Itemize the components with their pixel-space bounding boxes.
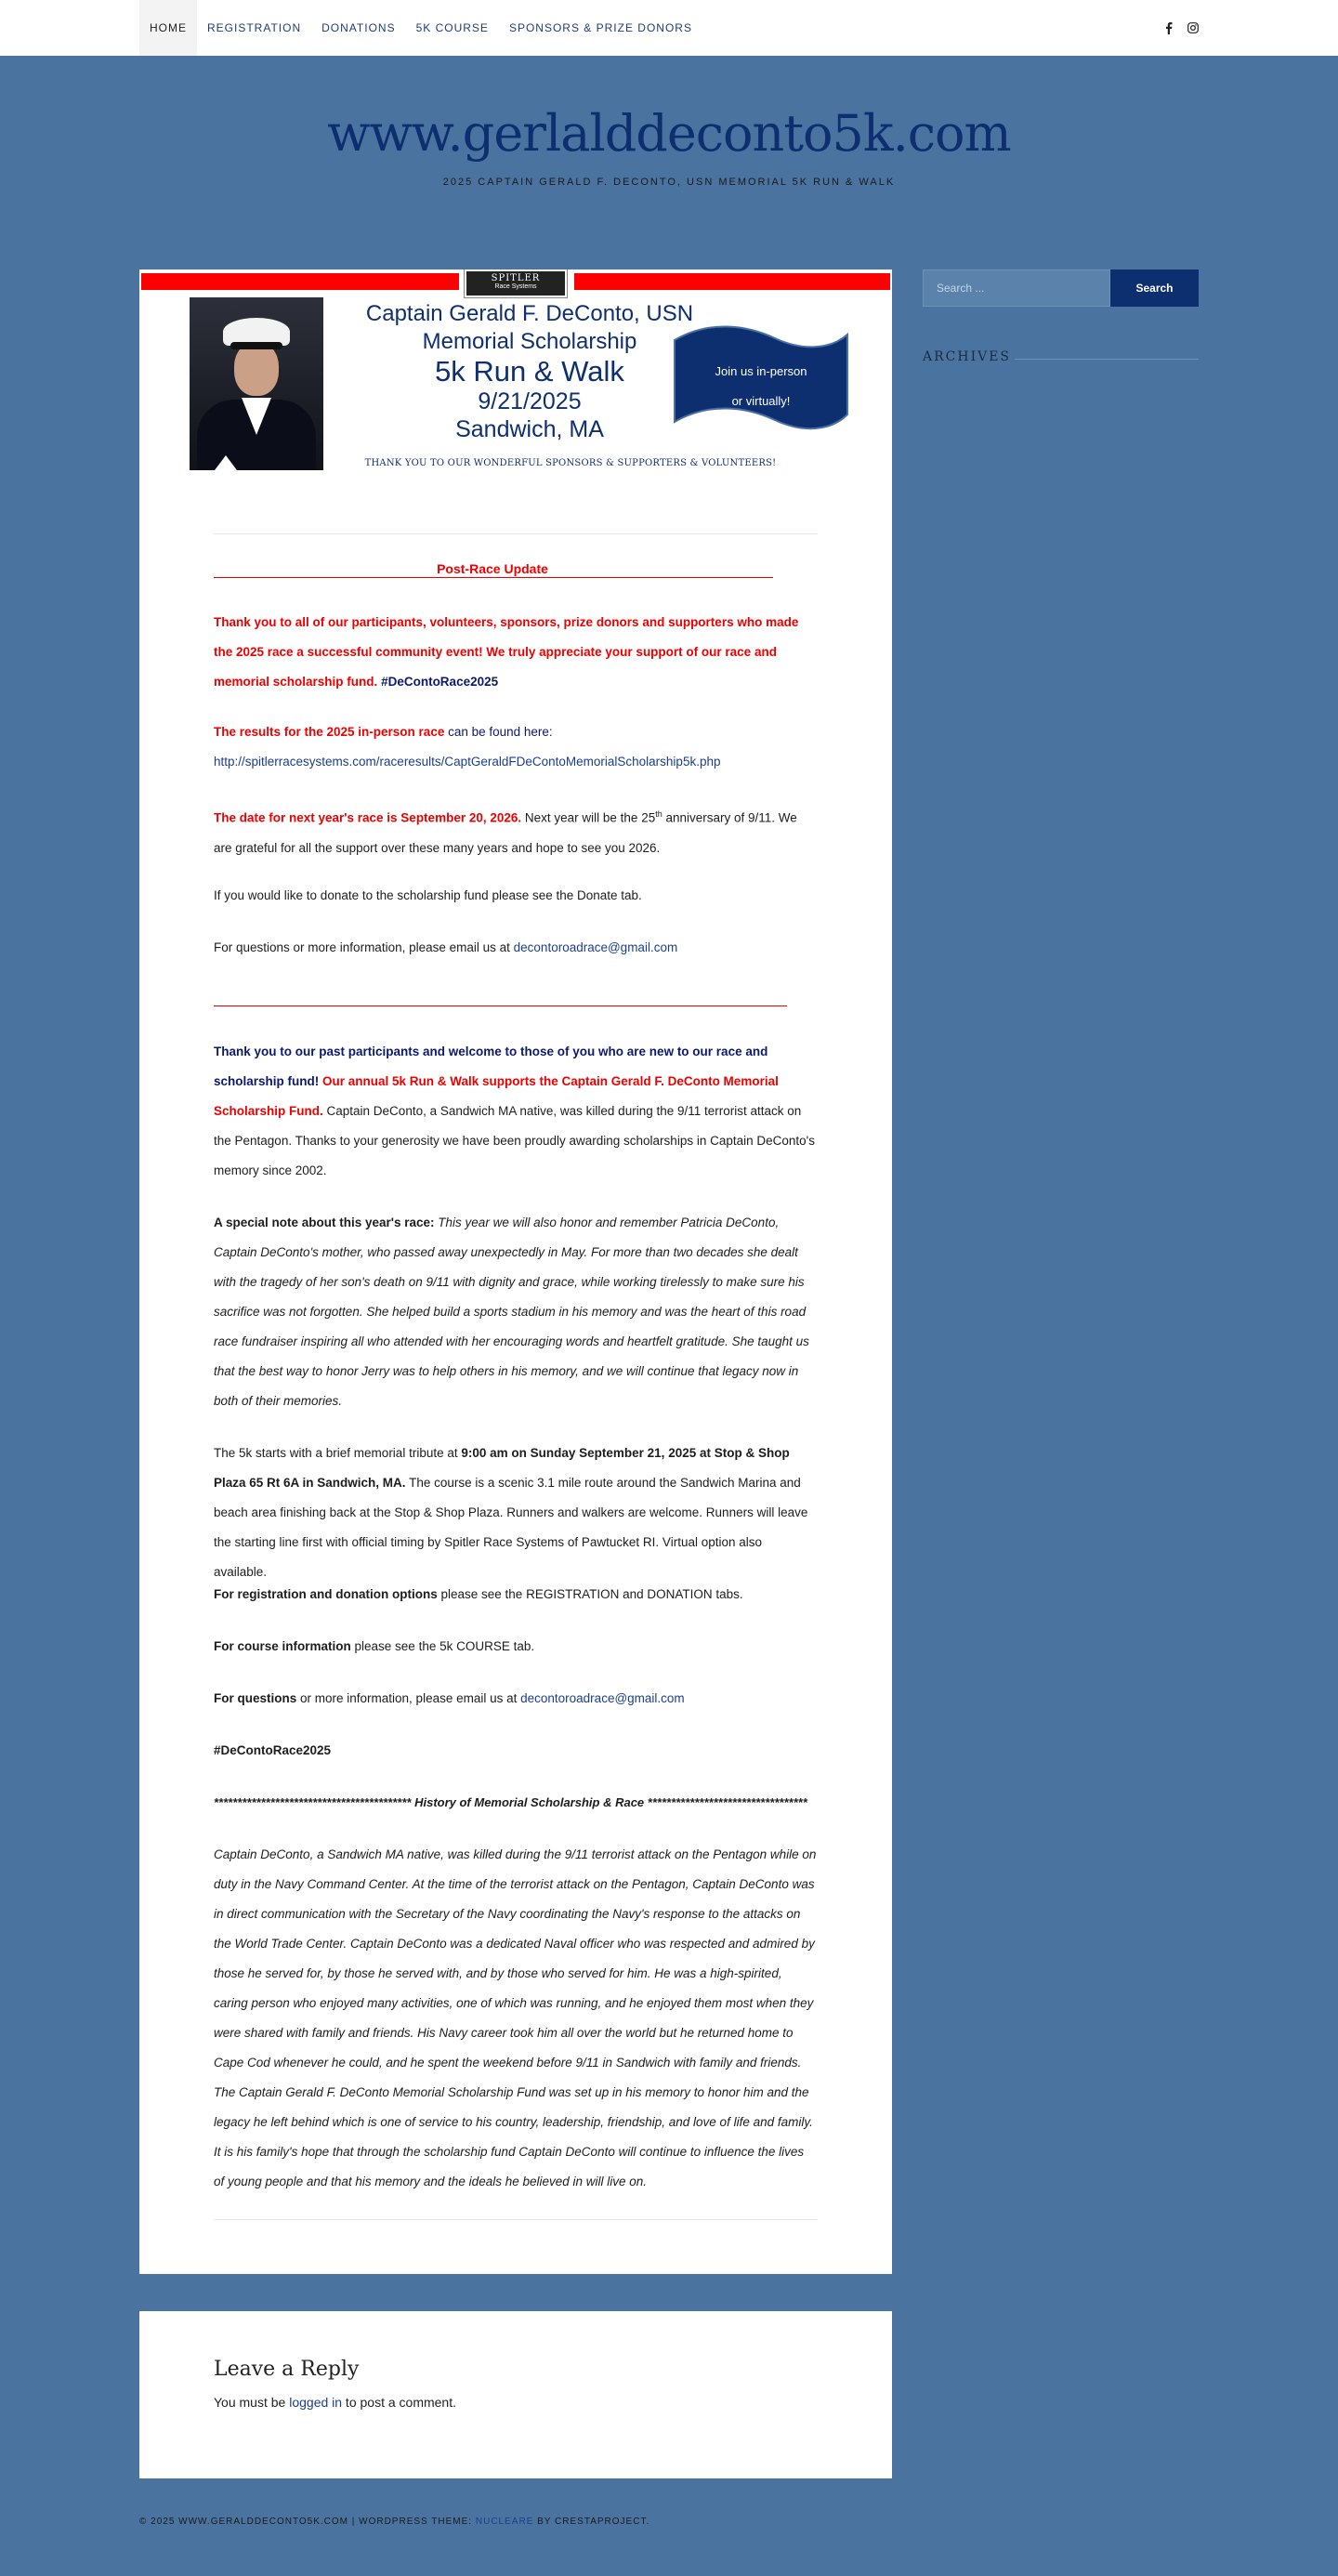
social-links [1165, 0, 1199, 56]
search-input[interactable] [923, 269, 1110, 307]
questions-paragraph: For questions or more information, please email us at decontoroadrace@gmail.com [214, 940, 678, 954]
reply-title: Leave a Reply [214, 2358, 360, 2381]
post-race-heading: Post-Race Update [437, 561, 548, 576]
flag-text [675, 357, 847, 416]
search-form [923, 269, 1199, 307]
logged-in-link[interactable]: logged in [289, 2395, 343, 2410]
footer: © 2025 WWW.GERALDDECONTO5K.COM | WORDPRESS THEME: NUCLEARE BY CRESTAPROJECT. [139, 2517, 650, 2527]
banner-line-scholarship: Memorial Scholarship [422, 329, 637, 354]
questions-paragraph-2: For questions or more information, please email us at decontoroadrace@gmail.com [214, 1691, 685, 1705]
history-heading: ****************************************** History of Memorial Scholarship & Race ********************************** [214, 1795, 807, 1809]
nav-registration[interactable]: REGISTRATION [207, 21, 302, 34]
captain-photo [190, 297, 323, 470]
banner-red-bar-right [574, 273, 890, 290]
race-banner [139, 269, 892, 474]
banner-line-name: Captain Gerald F. DeConto, USN [365, 301, 694, 326]
instagram-icon[interactable] [1187, 22, 1199, 33]
history-paragraph: Captain DeConto, a Sandwich MA native, was killed during the 9/11 terrorist attack on the Pentagon while on duty in the Navy Command Center. At the time of the terrorist attack on the Pentagon, Captain DeConto was in direct communication with the Secretary of the Navy coordinating the Navy's response to the attacks on the World Trade Center. Captain DeConto was a dedicated Naval officer who was respected and admired by those he served for, by those he served with, and by those who served for him. He was a high-spirited, caring person who enjoyed many activities, one of which was running, and he enjoyed them most when they were shared with family and friends. His Navy career took him all over the world but he returned home to Cape Cod whenever he could, and he spent the weekend before 9/11 in Sandwich with family and friends. The Captain Gerald F. DeConto Memorial Scholarship Fund was set up in his memory to honor him and the legacy he left behind which is one of service to his country, leadership, friendship, and love of life and family. It is his family's hope that through the scholarship fund Captain DeConto will continue to influence the lives of young people and that his memory and the ideals he believed in will live on. [214, 1847, 817, 2188]
nav-sponsors[interactable]: SPONSORS & PRIZE DONORS [508, 21, 692, 34]
banner-thanks: THANK YOU TO OUR WONDERFUL SPONSORS & SUPPORTERS & VOLUNTEERS! [364, 458, 777, 468]
registration-paragraph: For registration and donation options please see the REGISTRATION and DONATION tabs. [214, 1587, 743, 1601]
next-year-paragraph: The date for next year's race is September 20, 2026. Next year will be the 25th anniversary of 9/11. We are grateful for all the support over these many years and hope to see you 2026. [214, 809, 797, 855]
course-paragraph: For course information please see the 5k COURSE tab. [214, 1639, 535, 1653]
reply-login-note: You must be logged in to post a comment. [214, 2395, 456, 2410]
divider [214, 2219, 818, 2220]
search-button[interactable]: Search [1110, 269, 1199, 307]
divider [214, 533, 818, 534]
spitler-logo-title: SPITLER [491, 273, 541, 283]
banner-line-location: Sandwich, MA [455, 416, 604, 442]
email-link[interactable]: decontoroadrace@gmail.com [513, 940, 678, 954]
email-link-2[interactable]: decontoroadrace@gmail.com [520, 1691, 685, 1705]
main-article [139, 269, 892, 2274]
archives-heading: ARCHIVES [923, 349, 1012, 364]
results-paragraph: The results for the 2025 in-person race can be found here: http://spitlerracesystems.com/raceresults/CaptGeraldFDeContoMemorialScholarship5k.php [214, 725, 721, 769]
site-title[interactable]: www.gerlalddeconto5k.com [327, 104, 1011, 163]
red-rule [214, 1005, 787, 1006]
banner-red-bar-left [141, 273, 459, 290]
special-note-paragraph: A special note about this year's race: This year we will also honor and remember Patricia DeConto, Captain DeConto's mother, who passed away unexpectedly in May. For more than two decades she dealt with the tragedy of her son's death on 9/11 with dignity and grace, while working tirelessly to make sure his sacrifice was not forgotten. She helped build a sports stadium in his memory and was the heart of this road race fundraiser inspiring all who attended with her encouraging words and heartfelt gratitude. She taught us that the best way to honor Jerry was to help others in his memory, and we will continue that legacy now in both of their memories. [214, 1216, 809, 1408]
archives-rule [1015, 359, 1199, 360]
main-nav [139, 0, 702, 56]
banner-line-date: 9/21/2025 [478, 388, 582, 414]
flag-line-1: Join us in-person [715, 364, 807, 378]
nav-donations[interactable]: DONATIONS [321, 21, 396, 34]
red-rule [214, 577, 773, 578]
top-nav-bar [0, 0, 1338, 56]
spitler-logo-sub: Race Systems [494, 283, 537, 290]
spitler-logo [465, 269, 567, 297]
intro-paragraph: Thank you to our past participants and welcome to those of you who are new to our race and scholarship fund! Our annual 5k Run & Walk supports the Captain Gerald F. DeConto Memorial Scholarship Fund. Captain DeConto, a Sandwich MA native, was killed during the 9/11 terrorist attack on the Pentagon. Thanks to your generosity we have been proudly awarding scholarships in Captain DeConto's memory since 2002. [214, 1045, 815, 1177]
results-link[interactable]: http://spitlerracesystems.com/raceresults/CaptGeraldFDeContoMemorialScholarship5k.php [214, 755, 721, 769]
site-tagline: 2025 CAPTAIN GERALD F. DECONTO, USN MEMORIAL 5K RUN & WALK [442, 177, 896, 188]
facebook-icon[interactable] [1165, 22, 1173, 34]
banner-line-event: 5k Run & Walk [435, 355, 624, 388]
flag-line-2: or virtually! [731, 394, 791, 408]
nav-home[interactable]: HOME [139, 0, 197, 56]
hashtag: #DeContoRace2025 [214, 1743, 332, 1757]
nav-5k-course[interactable]: 5K COURSE [415, 21, 489, 34]
donate-paragraph: If you would like to donate to the scholarship fund please see the Donate tab. [214, 888, 642, 902]
theme-link[interactable]: NUCLEARE [475, 2517, 534, 2527]
comment-section [139, 2311, 892, 2478]
race-details-paragraph: The 5k starts with a brief memorial tribute at 9:00 am on Sunday September 21, 2025 at Stop & Shop Plaza 65 Rt 6A in Sandwich, MA. The course is a scenic 3.1 mile route around the Sandwich Marina and beach area finishing back at the Stop & Shop Plaza. Runners and walkers are welcome. Runners will leave the starting line first with official timing by Spitler Race Systems of Pawtucket RI. Virtual option also available. [214, 1446, 808, 1579]
post-race-thanks: Thank you to all of our participants, volunteers, sponsors, prize donors and supporters who made the 2025 race a successful community event! We truly appreciate your support of our race and memorial scholarship fund. #DeContoRace2025 [214, 615, 799, 689]
